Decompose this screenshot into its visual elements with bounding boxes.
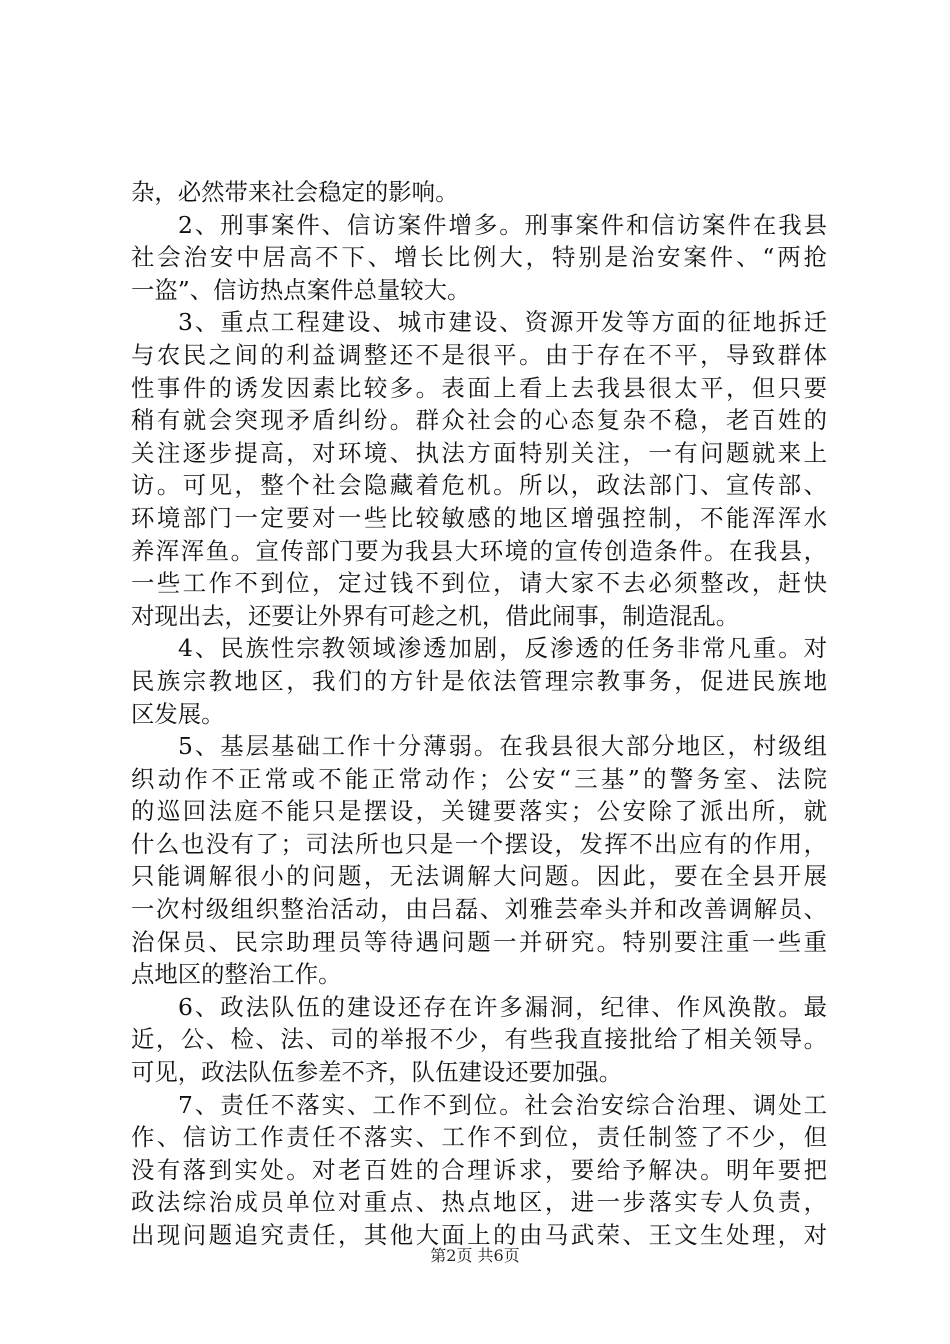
text-line: 养浑浑鱼。宣传部门要为我县大环境的宣传创造条件。在我县， — [131, 536, 827, 565]
text-line: 什么也没有了；司法所也只是一个摆设，发挥不出应有的作用， — [131, 829, 827, 858]
text-line: 民族宗教地区，我们的方针是依法管理宗教事务，促进民族地 — [131, 666, 827, 695]
text-line: 近，公、检、法、司的举报不少，有些我直接批给了相关领导。 — [131, 1025, 827, 1054]
text-line: 性事件的诱发因素比较多。表面上看上去我县很太平，但只要 — [131, 373, 827, 402]
text-line: 作、信访工作责任不落实、工作不到位，责任制签了不少，但 — [131, 1123, 827, 1152]
text-line: 一些工作不到位，定过钱不到位，请大家不去必须整改，赶快 — [131, 569, 827, 598]
text-line: 一盗”、信访热点案件总量较大。 — [131, 275, 471, 304]
text-line: 杂，必然带来社会稳定的影响。 — [131, 178, 459, 206]
paragraph-start-line: 2、刑事案件、信访案件增多。刑事案件和信访案件在我县 — [178, 210, 827, 239]
text-line: 稍有就会突现矛盾纠纷。群众社会的心态复杂不稳，老百姓的 — [131, 406, 827, 435]
text-line: 社会治安中居高不下、增长比例大，特别是治安案件、“两抢 — [131, 243, 827, 272]
text-line: 区发展。 — [131, 699, 225, 728]
paragraph-start-line: 7、责任不落实、工作不到位。社会治安综合治理、调处工 — [178, 1090, 827, 1119]
text-line: 政法综治成员单位对重点、热点地区，进一步落实专人负责， — [131, 1188, 827, 1217]
text-line: 治保员、民宗助理员等待遇问题一并研究。特别要注重一些重 — [131, 927, 827, 956]
text-line: 的巡回法庭不能只是摆设，关键要落实；公安除了派出所，就 — [131, 797, 827, 826]
text-line: 点地区的整治工作。 — [131, 960, 342, 989]
text-line: 织动作不正常或不能正常动作；公安“三基”的警务室、法院 — [131, 764, 827, 793]
document-body — [131, 176, 827, 1252]
paragraph-start-line: 6、政法队伍的建设还存在许多漏洞，纪律、作风涣散。最 — [178, 992, 827, 1021]
text-line: 可见，政法队伍参差不齐，队伍建设还要加强。 — [131, 1058, 623, 1087]
text-line: 出现问题追究责任，其他大面上的由马武荣、王文生处理，对 — [131, 1221, 827, 1249]
paragraph-start-line: 3、重点工程建设、城市建设、资源开发等方面的征地拆迁 — [178, 308, 827, 337]
text-line: 环境部门一定要对一些比较敏感的地区增强控制，不能浑浑水 — [131, 503, 827, 532]
text-line: 与农民之间的利益调整还不是很平。由于存在不平，导致群体 — [131, 340, 827, 369]
paragraph-start-line: 5、基层基础工作十分薄弱。在我县很大部分地区，村级组 — [178, 732, 827, 761]
text-line: 关注逐步提高，对环境、执法方面特别关注，一有问题就来上 — [131, 438, 827, 467]
text-line: 对现出去，还要让外界有可趁之机，借此闹事，制造混乱。 — [131, 601, 740, 630]
paragraph-start-line: 4、民族性宗教领域渗透加剧，反渗透的任务非常凡重。对 — [178, 634, 827, 663]
page-number-footer: 第2页 共6页 — [430, 1246, 520, 1265]
text-line: 没有落到实处。对老百姓的合理诉求，要给予解决。明年要把 — [131, 1155, 827, 1184]
text-line: 一次村级组织整治活动，由吕磊、刘雅芸牵头并和改善调解员、 — [131, 895, 827, 924]
text-line: 访。可见，整个社会隐藏着危机。所以，政法部门、宣传部、 — [131, 471, 827, 500]
text-line: 只能调解很小的问题，无法调解大问题。因此，要在全县开展 — [131, 862, 827, 891]
